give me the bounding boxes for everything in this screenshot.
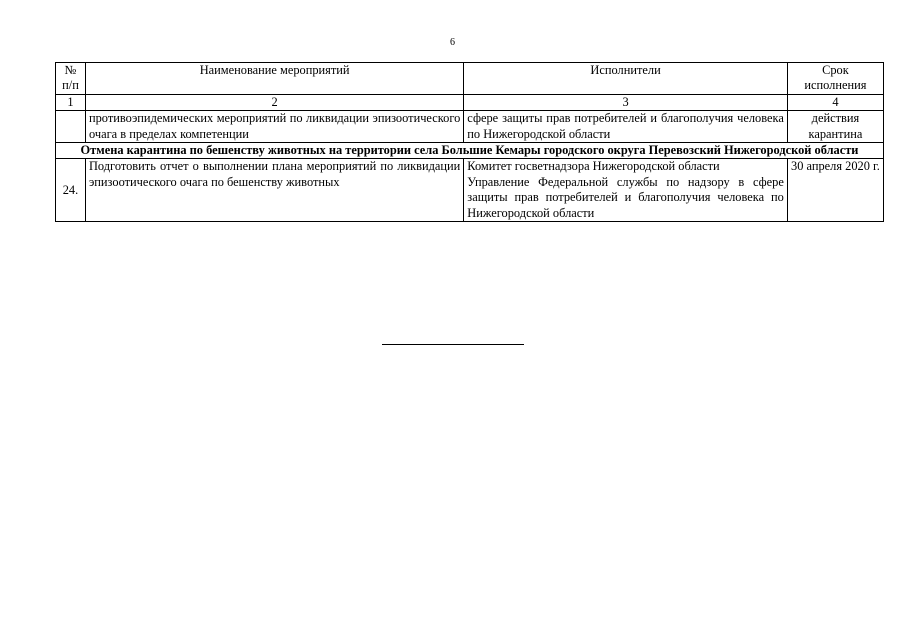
- row-num: 24.: [56, 159, 86, 222]
- separator-line: [382, 344, 524, 345]
- column-number-1: 1: [56, 94, 86, 110]
- row-executors: [464, 159, 788, 222]
- header-name: Наименование мероприятий: [85, 63, 463, 95]
- continuation-deadline: действия карантина: [787, 111, 883, 143]
- header-deadline: Срок исполнения: [787, 63, 883, 95]
- table-row: [56, 159, 884, 222]
- row-name: Подготовить отчет о выполнении плана мероприятий по ликвидации эпизоотического очага по бешенству животных: [85, 159, 463, 222]
- page-number: 6: [450, 37, 455, 48]
- section-title-row: [56, 143, 884, 159]
- continuation-row: [56, 111, 884, 143]
- row-executor-1: Комитет госветнадзора Нижегородской области: [467, 159, 720, 174]
- continuation-num: [56, 111, 86, 143]
- row-executor-2: Управление Федеральной службы по надзору в сфере защиты прав потребителей и благополучия человека по Нижегородской области: [467, 174, 784, 220]
- column-number-3: 3: [464, 94, 788, 110]
- measures-table: [55, 62, 884, 222]
- continuation-name: противоэпидемических мероприятий по ликвидации эпизоотического очага в пределах компетенции: [85, 111, 463, 143]
- column-number-2: 2: [85, 94, 463, 110]
- column-number-4: 4: [787, 94, 883, 110]
- header-num: № п/п: [56, 63, 86, 95]
- header-executors: Исполнители: [464, 63, 788, 95]
- section-title: Отмена карантина по бешенству животных на территории села Большие Кемары городского округа Перевозский Нижегородской области: [56, 143, 884, 159]
- continuation-executors: сфере защиты прав потребителей и благополучия человека по Нижегородской области: [464, 111, 788, 143]
- table-header-row: [56, 63, 884, 95]
- row-deadline: 30 апреля 2020 г.: [787, 159, 883, 222]
- column-numbers-row: [56, 94, 884, 110]
